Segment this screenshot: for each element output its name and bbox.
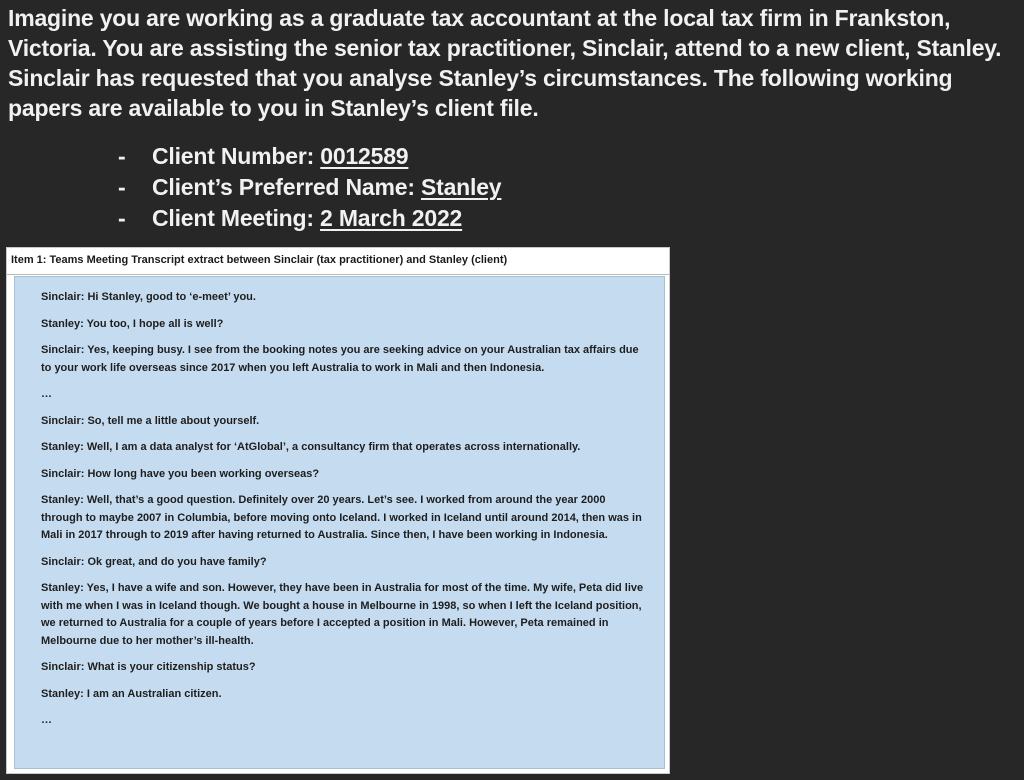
transcript-line: Sinclair: Hi Stanley, good to ‘e-meet’ you. xyxy=(41,291,256,303)
intro-paragraph: Imagine you are working as a graduate tax accountant at the local tax firm in Frankston, Victoria. You are assisting the senior tax practitioner, Sinclair, attend to a new client, Stanley. Sinclair has requested that you analyse Stanley’s circumstances. The following working papers are available to you in Stanley’s client file. xyxy=(8,5,1002,121)
item-title: Item 1: Teams Meeting Transcript extract between Sinclair (tax practitioner) and Stanley (client) xyxy=(7,248,669,275)
transcript-line: Sinclair: Ok great, and do you have family? xyxy=(41,555,267,568)
transcript-box xyxy=(14,276,665,769)
client-name-value: Stanley xyxy=(420,174,502,200)
transcript-line: Stanley: Well, that’s a good question. Definitely over 20 years. Let’s see. I worked from around the year 2000 through to maybe 2007 in Columbia, before moving onto Iceland. I worked in Iceland until around 2014, then was in Mali in 2017 through to 2019 after having returned to Australia. Since then, I have been working in Indonesia. xyxy=(41,494,642,541)
client-number-label: Client Number: xyxy=(152,143,315,169)
client-meeting-item xyxy=(118,203,501,234)
client-name-label: Client’s Preferred Name: xyxy=(152,174,415,200)
client-meeting-label: Client Meeting: xyxy=(152,205,314,231)
transcript-line: Stanley: You too, I hope all is well? xyxy=(41,317,224,330)
list-dash: - xyxy=(118,205,126,231)
list-dash: - xyxy=(118,174,126,200)
list-dash: - xyxy=(118,143,126,169)
client-number-value: 0012589 xyxy=(320,143,409,169)
client-number-item xyxy=(118,141,501,172)
transcript-ellipsis: … xyxy=(41,388,52,400)
transcript-line: Stanley: Yes, I have a wife and son. However, they have been in Australia for most of the time. My wife, Peta did live with me when I was in Iceland though. We bought a house in Melbourne in 1998, so when I left the Iceland position, we returned to Australia for a couple of years before I accepted a position in Mali. However, Peta remained in Melbourne due to her mother’s ill-health. xyxy=(41,582,644,647)
item-1-panel xyxy=(6,247,670,774)
transcript-ellipsis: … xyxy=(41,714,52,726)
transcript-line: Sinclair: How long have you been working overseas? xyxy=(41,467,320,480)
client-details-list xyxy=(118,141,501,234)
transcript-line: Stanley: I am an Australian citizen. xyxy=(41,687,222,700)
transcript-line: Stanley: Well, I am a data analyst for ‘AtGlobal’, a consultancy firm that operates across internationally. xyxy=(41,441,581,453)
transcript-line: Sinclair: What is your citizenship status? xyxy=(41,661,256,673)
transcript-line: Sinclair: Yes, keeping busy. I see from the booking notes you are seeking advice on your Australian tax affairs due to your work life overseas since 2017 when you left Australia to work in Mali and then Indonesia. xyxy=(41,344,639,374)
transcript-line: Sinclair: So, tell me a little about yourself. xyxy=(41,414,260,427)
client-meeting-value: 2 March 2022 xyxy=(320,205,463,231)
client-name-item xyxy=(118,172,501,203)
